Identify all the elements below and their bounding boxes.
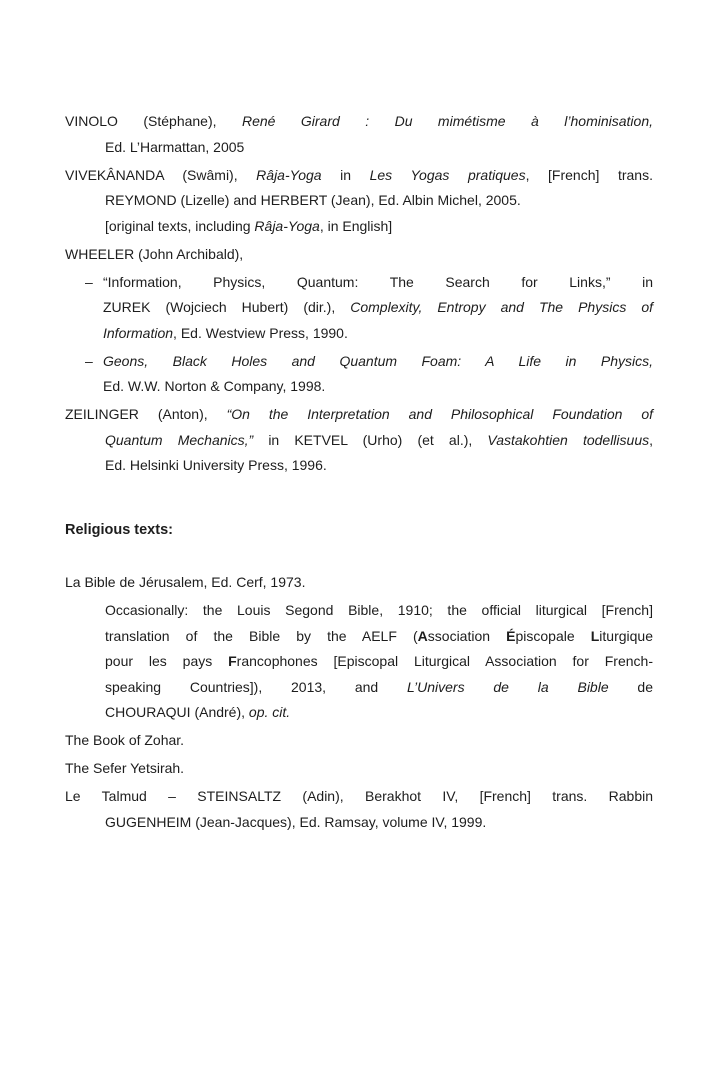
bib-entry: [65, 109, 653, 160]
text-run: in KETVEL (Urho) (et al.),: [253, 431, 488, 448]
bib-line: [65, 598, 653, 624]
text-run: Complexity, Entropy and The Physics of: [350, 299, 654, 315]
text-run: Quantum Mechanics,”: [105, 431, 254, 448]
text-run: pour les pays: [105, 653, 229, 669]
text-run: “On the Interpretation and Philosophical Foundation of: [226, 406, 654, 422]
text-run: La Bible de Jérusalem, Ed. Cerf, 1973.: [65, 574, 306, 590]
bib-entry: [65, 242, 653, 268]
text-run: The Book of Zohar.: [65, 732, 185, 748]
text-run: REYMOND (Lizelle) and HERBERT (Jean), Ed. Albin Michel, 2005.: [105, 192, 521, 208]
text-run: A: [417, 627, 428, 644]
text-run: ZUREK (Wojciech Hubert) (dir.),: [103, 299, 351, 315]
bibliography-religious-section: [65, 570, 653, 835]
text-run: [original texts, including: [105, 217, 255, 234]
text-run: “Information, Physics, Quantum: The Search for Links,” in: [103, 273, 653, 290]
bib-line: [65, 295, 653, 321]
bib-entry: [65, 349, 653, 400]
text-run: ZEILINGER (Anton),: [65, 406, 227, 422]
bib-line: [65, 321, 653, 347]
bib-line: [65, 242, 653, 268]
text-run: , Ed. Westview Press, 1990.: [173, 324, 348, 341]
text-run: Vastakohtien todellisuus: [487, 431, 650, 448]
text-run: ssociation: [427, 627, 507, 644]
bib-entry: [65, 570, 653, 596]
text-run: de: [608, 678, 653, 695]
bib-line: [65, 135, 653, 161]
text-run: Information: [103, 324, 174, 341]
text-run: iturgique: [599, 627, 653, 644]
text-run: speaking Countries]), 2013, and: [105, 678, 408, 695]
text-run: op. cit.: [248, 704, 291, 720]
bib-line: [65, 570, 653, 596]
text-run: GUGENHEIM (Jean-Jacques), Ed. Ramsay, volume IV, 1999.: [105, 813, 487, 830]
text-run: Ed. Helsinki University Press, 1996.: [105, 457, 327, 473]
text-run: Ed. L’Harmattan, 2005: [105, 138, 245, 155]
bib-line: [65, 675, 653, 701]
text-run: Râja-Yoga: [254, 217, 320, 234]
bib-line: [65, 349, 653, 375]
text-run: rancophones [Episcopal Liturgical Association for French-: [236, 653, 653, 669]
text-run: , in English]: [319, 217, 393, 234]
text-run: Ed. W.W. Norton & Company, 1998.: [103, 378, 326, 394]
bib-line: [65, 649, 653, 675]
text-run: Occasionally: the Louis Segond Bible, 1910; the official liturgical [French]: [105, 602, 653, 618]
bib-line: [65, 453, 653, 479]
bib-line: [65, 756, 653, 782]
bib-line: [65, 109, 653, 135]
text-run: ,: [649, 431, 653, 448]
text-run: piscopale: [515, 627, 591, 644]
bib-entry: [65, 728, 653, 754]
bib-line: [65, 402, 653, 428]
text-run: F: [228, 653, 237, 669]
text-run: L: [590, 627, 600, 644]
bib-entry: [65, 270, 653, 347]
text-run: VINOLO (Stéphane),: [65, 113, 242, 129]
bib-entry: [65, 402, 653, 479]
bib-line: [65, 624, 653, 650]
text-run: VIVEKÂNANDA (Swâmi),: [65, 166, 257, 183]
text-run: translation of the Bible by the AELF (: [105, 627, 418, 644]
bib-entry: [65, 163, 653, 240]
bib-line: [65, 188, 653, 214]
bib-line: [65, 270, 653, 296]
text-run: Le Talmud – STEINSALTZ (Adin), Berakhot IV, [French] trans. Rabbin: [65, 788, 653, 804]
text-run: René Girard : Du mimétisme à l’hominisation,: [241, 113, 653, 129]
text-run: Râja-Yoga: [256, 166, 322, 183]
bib-line: [65, 728, 653, 754]
bib-entry: [65, 784, 653, 835]
text-run: Geons, Black Holes and Quantum Foam: A Life in Physics,: [103, 352, 653, 369]
bib-line: [65, 428, 653, 454]
bib-line: [65, 784, 653, 810]
bib-line: [65, 374, 653, 400]
bib-line: [65, 214, 653, 240]
text-run: Les Yogas pratiques: [369, 166, 526, 183]
bib-line: [65, 700, 653, 726]
text-run: The Sefer Yetsirah.: [65, 760, 185, 776]
text-run: , [French] trans.: [525, 166, 653, 183]
bib-line: [65, 810, 653, 836]
text-run: WHEELER (John Archibald),: [65, 245, 244, 262]
bib-entry: [65, 598, 653, 726]
bib-entry: [65, 756, 653, 782]
bibliography: [65, 109, 653, 838]
bibliography-physics-section: [65, 109, 653, 479]
section-heading: Religious texts:: [65, 521, 173, 538]
text-run: É: [506, 627, 516, 644]
text-run: in: [321, 166, 370, 183]
bib-line: [65, 163, 653, 189]
text-run: CHOURAQUI (André),: [105, 704, 249, 720]
list-dash-marker: –: [85, 352, 93, 369]
text-run: L’Univers de la Bible: [407, 678, 609, 695]
list-dash-marker: –: [85, 273, 93, 290]
